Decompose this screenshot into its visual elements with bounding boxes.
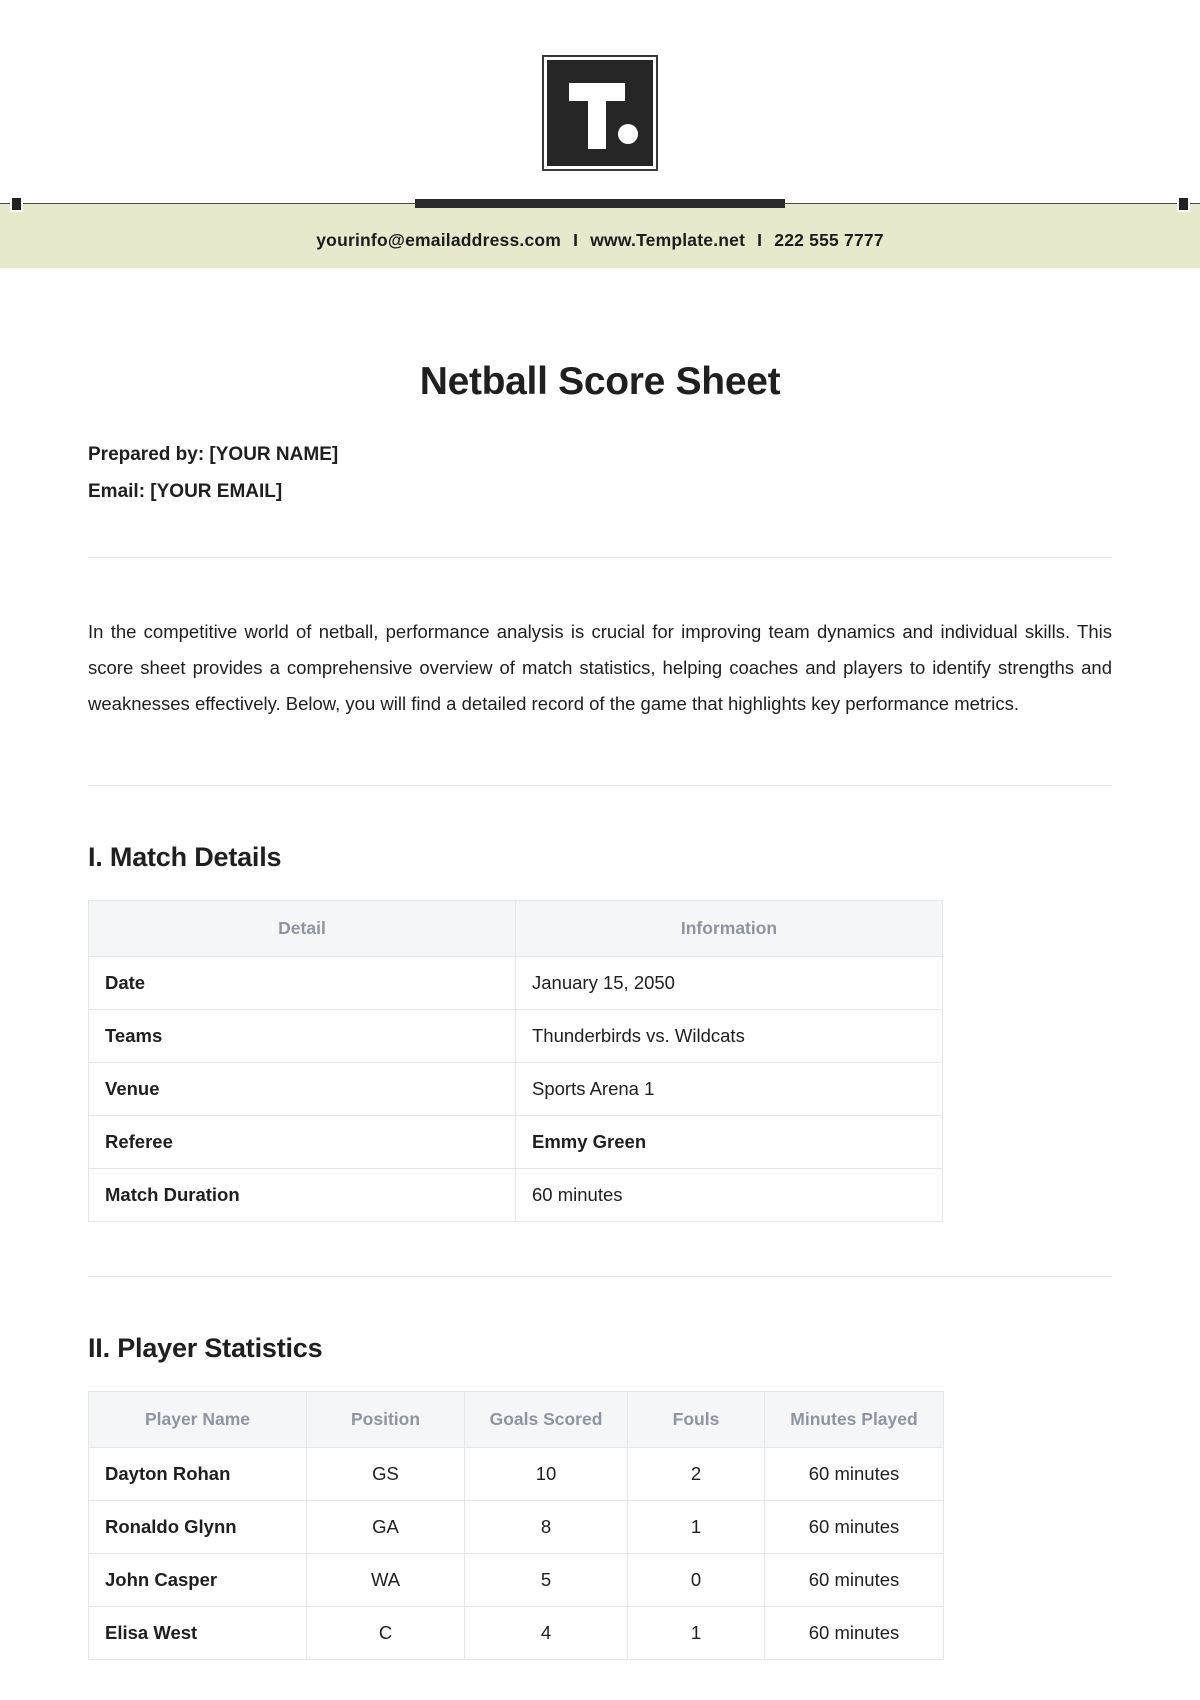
player-fouls: 0 — [628, 1553, 765, 1606]
player-position: WA — [307, 1553, 465, 1606]
table-header-row — [89, 900, 943, 956]
section-title-player-statistics: II. Player Statistics — [88, 1332, 323, 1363]
detail-label: Match Duration — [89, 1168, 516, 1221]
player-fouls: 2 — [628, 1447, 765, 1500]
table-row — [89, 1115, 943, 1168]
divider-3 — [88, 1276, 1112, 1277]
player-minutes: 60 minutes — [765, 1553, 944, 1606]
column-header-fouls: Fouls — [628, 1391, 765, 1447]
contact-website: www.Template.net — [590, 230, 746, 250]
player-statistics-table-head — [89, 1391, 944, 1447]
detail-label: Date — [89, 956, 516, 1009]
column-header-detail: Detail — [89, 900, 516, 956]
detail-value: 60 minutes — [516, 1168, 943, 1221]
player-position: GA — [307, 1500, 465, 1553]
column-header-player-name: Player Name — [89, 1391, 307, 1447]
player-position: GS — [307, 1447, 465, 1500]
player-name: Ronaldo Glynn — [89, 1500, 307, 1553]
column-header-information: Information — [516, 900, 943, 956]
detail-label: Referee — [89, 1115, 516, 1168]
player-goals: 4 — [465, 1606, 628, 1659]
detail-value: Sports Arena 1 — [516, 1062, 943, 1115]
detail-value: Emmy Green — [516, 1115, 943, 1168]
document-meta — [88, 436, 1112, 510]
table-row — [89, 1062, 943, 1115]
divider-1 — [88, 557, 1112, 558]
contact-phone: 222 555 7777 — [774, 230, 884, 250]
header-band — [0, 203, 1200, 268]
player-goals: 10 — [465, 1447, 628, 1500]
section-title-match-details: I. Match Details — [88, 841, 282, 872]
player-minutes: 60 minutes — [765, 1447, 944, 1500]
template-net-logo-icon — [544, 57, 656, 169]
table-row — [89, 1553, 944, 1606]
column-header-minutes-played: Minutes Played — [765, 1391, 944, 1447]
player-name: John Casper — [89, 1553, 307, 1606]
contact-separator-1: I — [573, 230, 579, 250]
table-row — [89, 1009, 943, 1062]
match-details-table — [88, 900, 943, 1222]
player-goals: 8 — [465, 1500, 628, 1553]
player-goals: 5 — [465, 1553, 628, 1606]
table-row — [89, 956, 943, 1009]
logo-dot-icon — [618, 124, 638, 144]
detail-value: January 15, 2050 — [516, 956, 943, 1009]
header-center-rule — [415, 199, 785, 208]
header-cap-left-icon — [10, 196, 23, 212]
player-name: Dayton Rohan — [89, 1447, 307, 1500]
player-position: C — [307, 1606, 465, 1659]
table-row — [89, 1606, 944, 1659]
document-content — [0, 360, 1200, 1660]
divider-2 — [88, 785, 1112, 786]
detail-value: Thunderbirds vs. Wildcats — [516, 1009, 943, 1062]
header-contact-line — [0, 230, 1200, 251]
contact-email: yourinfo@emailaddress.com — [316, 230, 562, 250]
detail-label: Venue — [89, 1062, 516, 1115]
table-header-row — [89, 1391, 944, 1447]
header-cap-right-icon — [1177, 196, 1190, 212]
player-statistics-table — [88, 1391, 944, 1660]
player-fouls: 1 — [628, 1606, 765, 1659]
player-statistics-table-body — [89, 1447, 944, 1659]
page-title: Netball Score Sheet — [419, 360, 781, 403]
player-fouls: 1 — [628, 1500, 765, 1553]
table-row — [89, 1447, 944, 1500]
logo-area — [0, 0, 1200, 169]
player-minutes: 60 minutes — [765, 1500, 944, 1553]
email-line: Email: [YOUR EMAIL] — [88, 481, 283, 503]
player-minutes: 60 minutes — [765, 1606, 944, 1659]
prepared-by-line: Prepared by: [YOUR NAME] — [88, 444, 339, 465]
contact-separator-2: I — [757, 230, 763, 250]
intro-paragraph: In the competitive world of netball, performance analysis is crucial for improving team dynamics and individual skills. This score sheet provides a comprehensive overview of match statistics, helping coaches and players to identify strengths and weaknesses effectively. Below, you will find a detailed record of the game that highlights key performance metrics. — [88, 621, 1112, 714]
player-name: Elisa West — [89, 1606, 307, 1659]
column-header-position: Position — [307, 1391, 465, 1447]
table-row — [89, 1500, 944, 1553]
table-row — [89, 1168, 943, 1221]
detail-label: Teams — [89, 1009, 516, 1062]
logo-letter-t — [569, 83, 625, 149]
column-header-goals-scored: Goals Scored — [465, 1391, 628, 1447]
match-details-table-head — [89, 900, 943, 956]
match-details-table-body — [89, 956, 943, 1221]
